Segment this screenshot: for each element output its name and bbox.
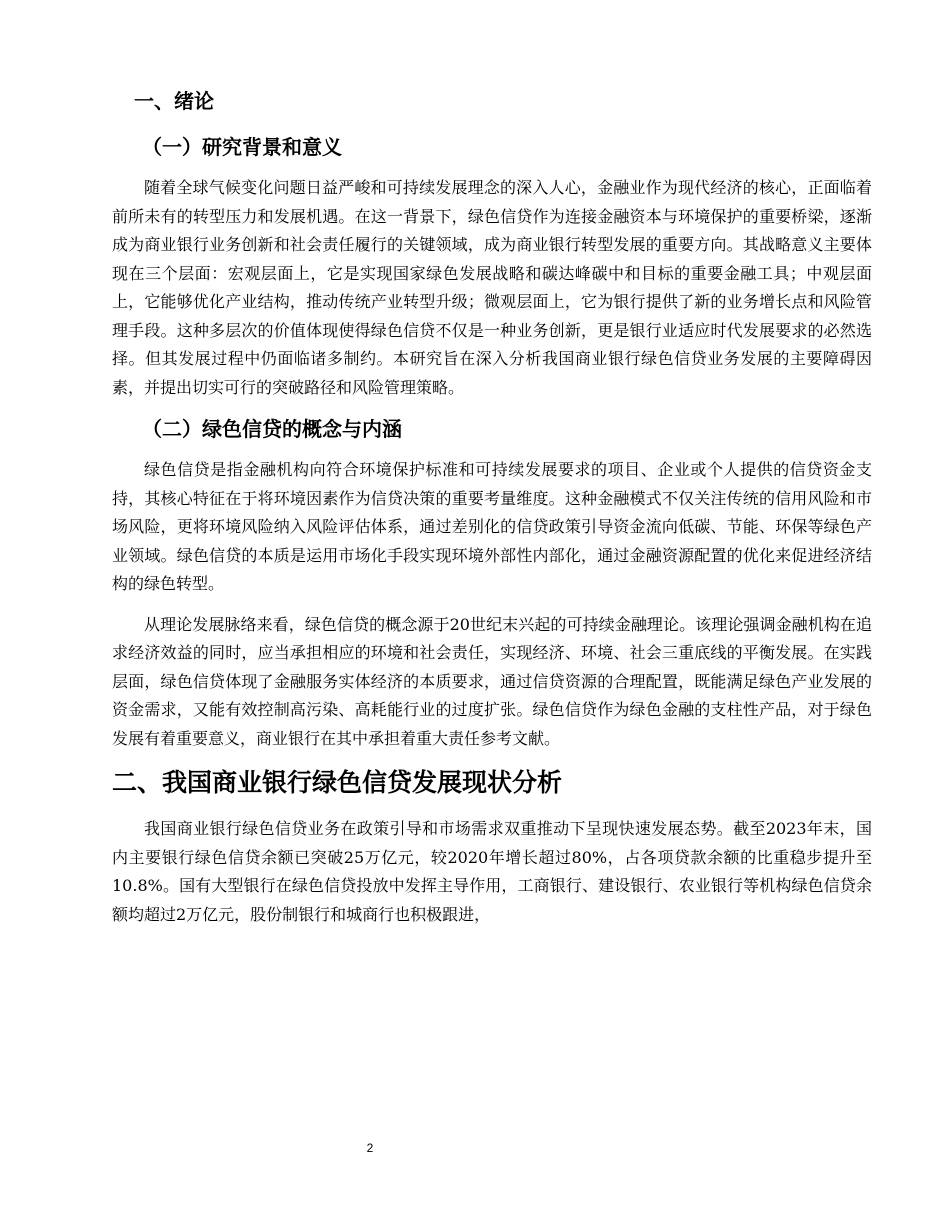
page-content	[112, 86, 872, 941]
page-number: 2	[366, 1141, 374, 1155]
section-heading-introduction: 一、绪论	[134, 89, 214, 113]
paragraph: 随着全球气候变化问题日益严峻和可持续发展理念的深入人心，金融业作为现代经济的核心，正面临着前所未有的转型压力和发展机遇。在这一背景下，绿色信贷作为连接金融资本与环境保护的重要桥梁，逐渐成为商业银行业务创新和社会责任履行的关键领域，成为商业银行转型发展的重要方向。其战略意义主要体现在三个层面：宏观层面上，它是实现国家绿色发展战略和碳达峰碳中和目标的重要金融工具；中观层面上，它能够优化产业结构，推动传统产业转型升级；微观层面上，它为银行提供了新的业务增长点和风险管理手段。这种多层次的价值体现使得绿色信贷不仅是一种业务创新，更是银行业适应时代发展要求的必然选择。但其发展过程中仍面临诸多制约。本研究旨在深入分析我国商业银行绿色信贷业务发展的主要障碍因素，并提出切实可行的突破路径和风险管理策略。	[112, 178, 872, 397]
paragraph: 从理论发展脉络来看，绿色信贷的概念源于20世纪末兴起的可持续金融理论。该理论强调金融机构在追求经济效益的同时，应当承担相应的环境和社会责任，实现经济、环境、社会三重底线的平衡发展。在实践层面，绿色信贷体现了金融服务实体经济的本质要求，通过信贷资源的合理配置，既能满足绿色产业发展的资金需求，又能有效控制高污染、高耗能行业的过度扩张。绿色信贷作为绿色金融的支柱性产品，对于绿色发展有着重要意义，商业银行在其中承担着重大责任参考文献。	[112, 614, 872, 748]
paragraph: 绿色信贷是指金融机构向符合环境保护标准和可持续发展要求的项目、企业或个人提供的信贷资金支持，其核心特征在于将环境因素作为信贷决策的重要考量维度。这种金融模式不仅关注传统的信用风险和市场风险，更将环境风险纳入风险评估体系，通过差别化的信贷政策引导资金流向低碳、节能、环保等绿色产业领域。绿色信贷的本质是运用市场化手段实现环境外部性内部化，通过金融资源配置的优化来促进经济结构的绿色转型。	[112, 460, 872, 593]
section-heading-current-status: 二、我国商业银行绿色信贷发展现状分析	[112, 768, 563, 797]
paragraph: 我国商业银行绿色信贷业务在政策引导和市场需求双重推动下呈现快速发展态势。截至2023年末，国内主要银行绿色信贷余额已突破25万亿元，较2020年增长超过80%，占各项贷款余额的比重稳步提升至10.8%。国有大型银行在绿色信贷投放中发挥主导作用，工商银行、建设银行、农业银行等机构绿色信贷余额均超过2万亿元，股份制银行和城商行也积极跟进，	[112, 819, 872, 924]
subsection-heading-background: （一）研究背景和意义	[142, 135, 342, 159]
subsection-heading-concept: （二）绿色信贷的概念与内涵	[142, 417, 402, 441]
